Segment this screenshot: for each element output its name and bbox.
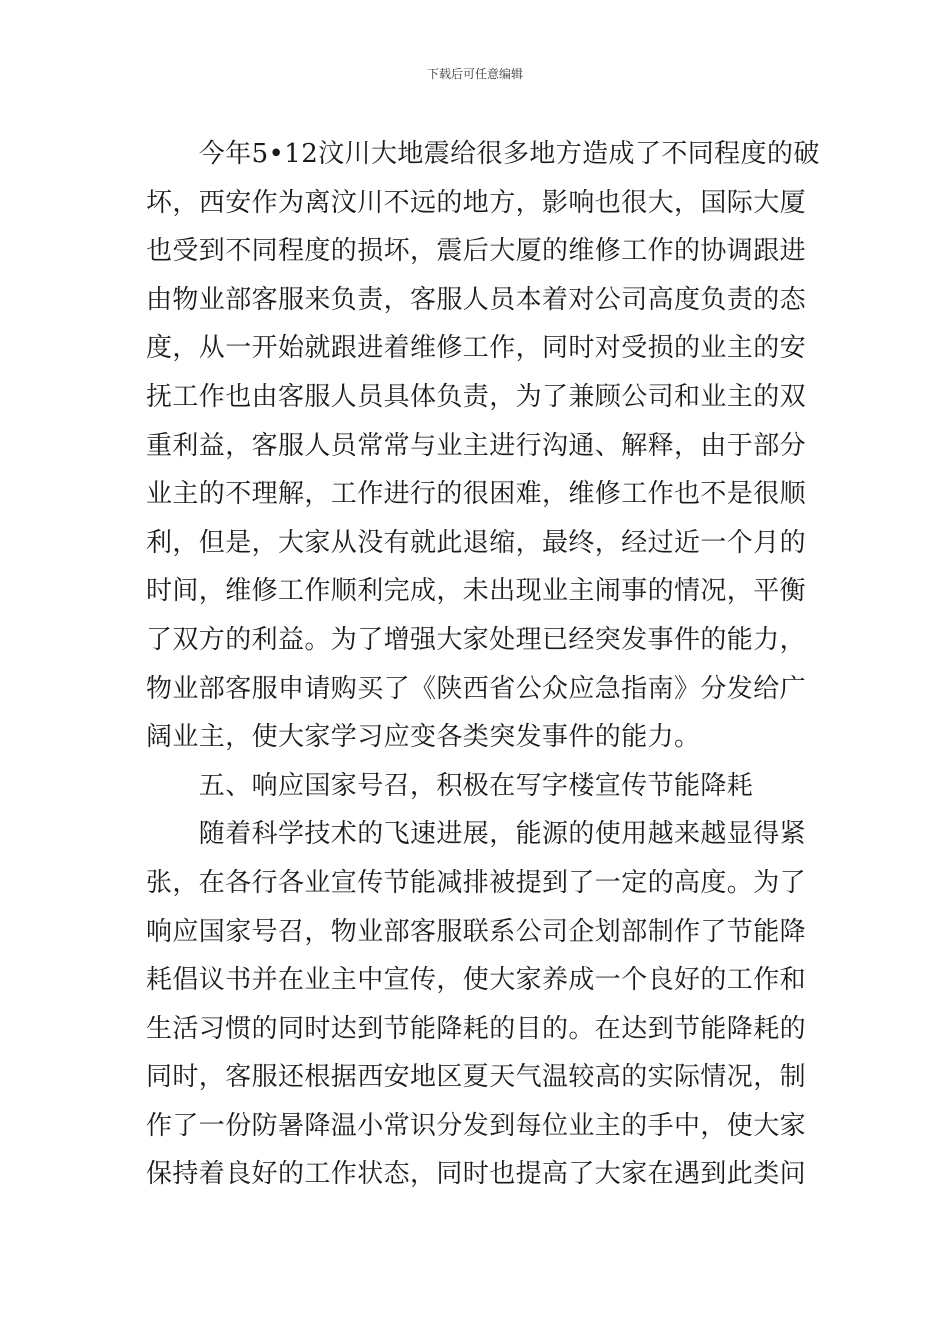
page-header: 下载后可任意编辑 (426, 67, 523, 81)
text-line: 重利益，客服人员常常与业主进行沟通、解释，由于部分 (146, 430, 807, 461)
text-line: 今年5•12汶川大地震给很多地方造成了不同程度的破 (146, 139, 820, 169)
text-line: 由物业部客服来负责，客服人员本着对公司高度负责的态 (146, 284, 807, 315)
document-body (146, 130, 820, 1199)
text-line: 张，在各行各业宣传节能减排被提到了一定的高度。为了 (146, 867, 807, 898)
text-line: 时间，维修工作顺利完成，未出现业主闹事的情况，平衡 (146, 576, 807, 607)
text-line: 五、响应国家号召，积极在写字楼宣传节能降耗 (146, 770, 754, 801)
text-line: 了双方的利益。为了增强大家处理已经突发事件的能力， (146, 624, 807, 655)
text-line: 随着科学技术的飞速进展，能源的使用越来越显得紧 (146, 819, 807, 850)
text-line: 度，从一开始就跟进着维修工作，同时对受损的业主的安 (146, 333, 807, 364)
text-line: 坏，西安作为离汶川不远的地方，影响也很大，国际大厦 (146, 187, 807, 218)
text-line: 作了一份防暑降温小常识分发到每位业主的手中，使大家 (146, 1110, 807, 1141)
text-line: 抚工作也由客服人员具体负责，为了兼顾公司和业主的双 (146, 381, 807, 412)
text-line: 保持着良好的工作状态，同时也提高了大家在遇到此类问 (146, 1159, 807, 1190)
text-line: 生活习惯的同时达到节能降耗的目的。在达到节能降耗的 (146, 1013, 807, 1044)
text-line: 阔业主，使大家学习应变各类突发事件的能力。 (146, 722, 701, 753)
text-line: 响应国家号召，物业部客服联系公司企划部制作了节能降 (146, 916, 807, 947)
text-line: 物业部客服申请购买了《陕西省公众应急指南》分发给广 (146, 673, 807, 704)
text-line: 耗倡议书并在业主中宣传，使大家养成一个良好的工作和 (146, 965, 807, 996)
text-line: 业主的不理解，工作进行的很困难，维修工作也不是很顺 (146, 479, 807, 510)
text-line: 利，但是，大家从没有就此退缩，最终，经过近一个月的 (146, 527, 807, 558)
text-line: 也受到不同程度的损坏，震后大厦的维修工作的协调跟进 (146, 236, 807, 267)
text-line: 同时，客服还根据西安地区夏天气温较高的实际情况，制 (146, 1062, 807, 1093)
